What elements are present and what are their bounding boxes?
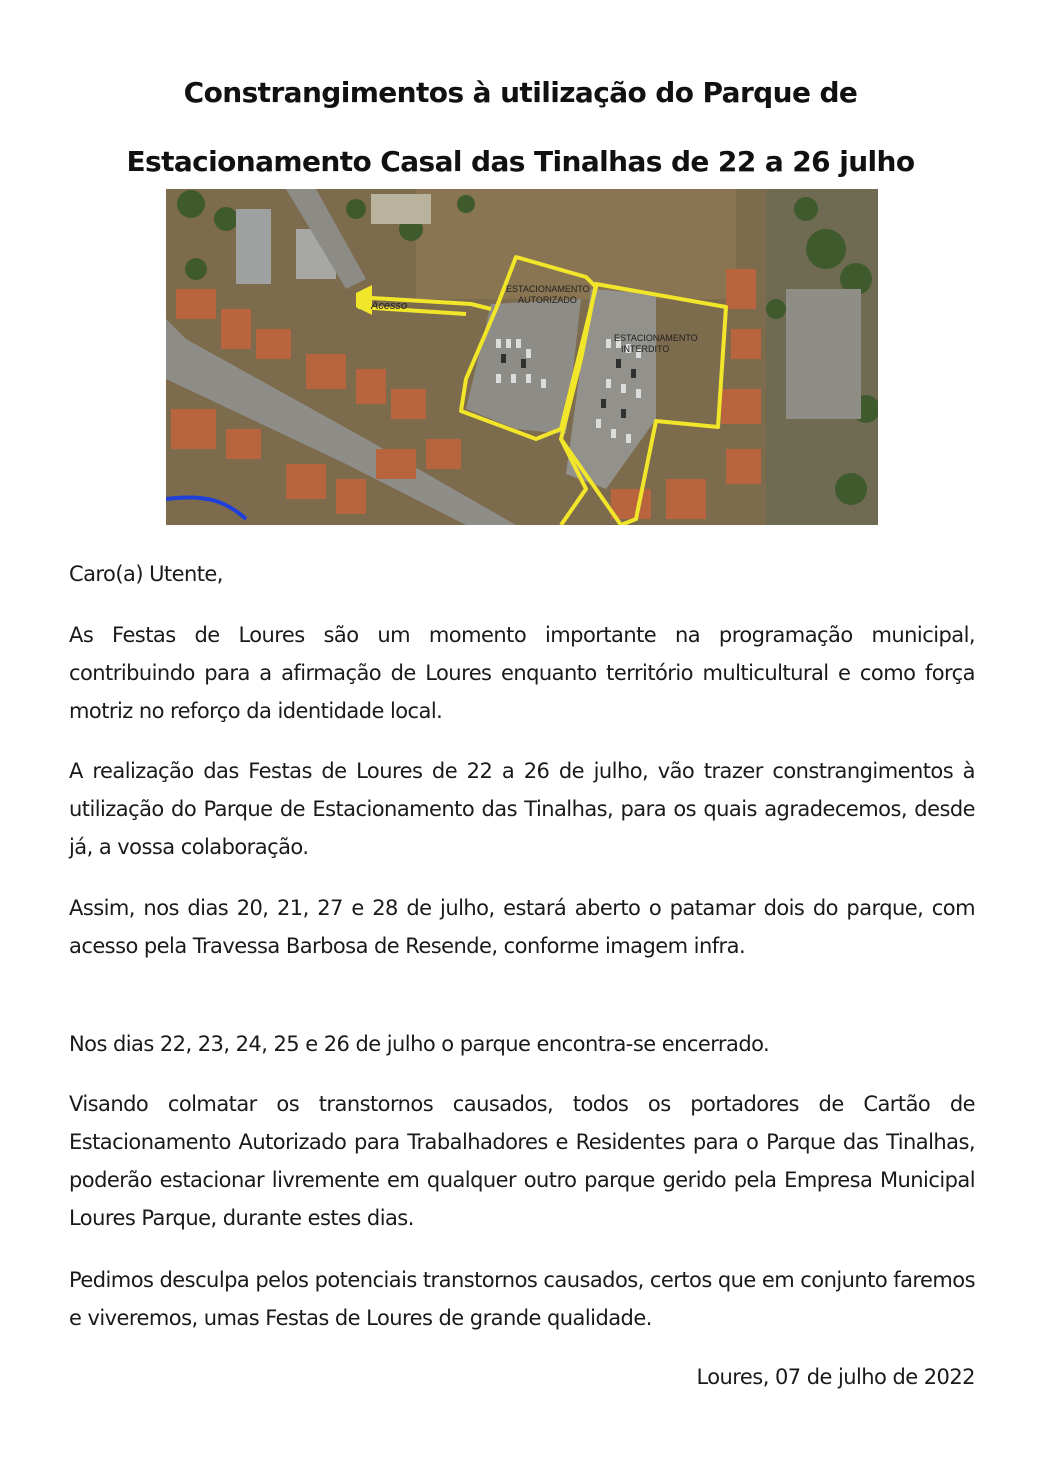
map-label-autorizado-2: AUTORIZADO <box>518 295 577 305</box>
map-label-autorizado-1: ESTACIONAMENTO <box>506 284 590 294</box>
paragraph-5: Visando colmatar os transtornos causados, todos os portadores de Cartão de Estacionamento Autorizado para Trabalhadores e Residentes para o Parque das Tinalhas, poderão estacionar livremente em qualquer outro parque gerido pela Empresa Municipal Loures Parque, durante estes dias. <box>69 1092 975 1230</box>
paragraph-6: Pedimos desculpa pelos potenciais transtornos causados, certos que em conjunto faremos e viveremos, umas Festas de Loures de grande qualidade. <box>69 1268 975 1330</box>
paragraph-3: Assim, nos dias 20, 21, 27 e 28 de julho, estará aberto o patamar dois do parque, com acesso pela Travessa Barbosa de Resende, conforme imagem infra. <box>69 896 975 958</box>
map-label-interdito-2: INTERDITO <box>621 344 670 354</box>
signoff-date: Loures, 07 de julho de 2022 <box>696 1365 975 1389</box>
paragraph-2: A realização das Festas de Loures de 22 a 26 de julho, vão trazer constrangimentos à utilização do Parque de Estacionamento das Tinalhas, para os quais agradecemos, desde já, a vossa colaboração. <box>69 759 975 859</box>
map-label-acesso: Acesso <box>371 300 408 312</box>
paragraph-1: As Festas de Loures são um momento importante na programação municipal, contribuindo para a afirmação de Loures enquanto território multicultural e como força motriz no reforço da identidade local. <box>69 623 975 723</box>
aerial-map-image <box>166 189 878 525</box>
paragraph-4: Nos dias 22, 23, 24, 25 e 26 de julho o parque encontra-se encerrado. <box>69 1032 770 1056</box>
map-label-interdito-1: ESTACIONAMENTO <box>614 333 698 343</box>
title-line-2: Estacionamento Casal das Tinalhas de 22 a 26 julho <box>126 145 915 178</box>
title-line-1: Constrangimentos à utilização do Parque de <box>183 76 858 109</box>
greeting: Caro(a) Utente, <box>69 562 223 586</box>
